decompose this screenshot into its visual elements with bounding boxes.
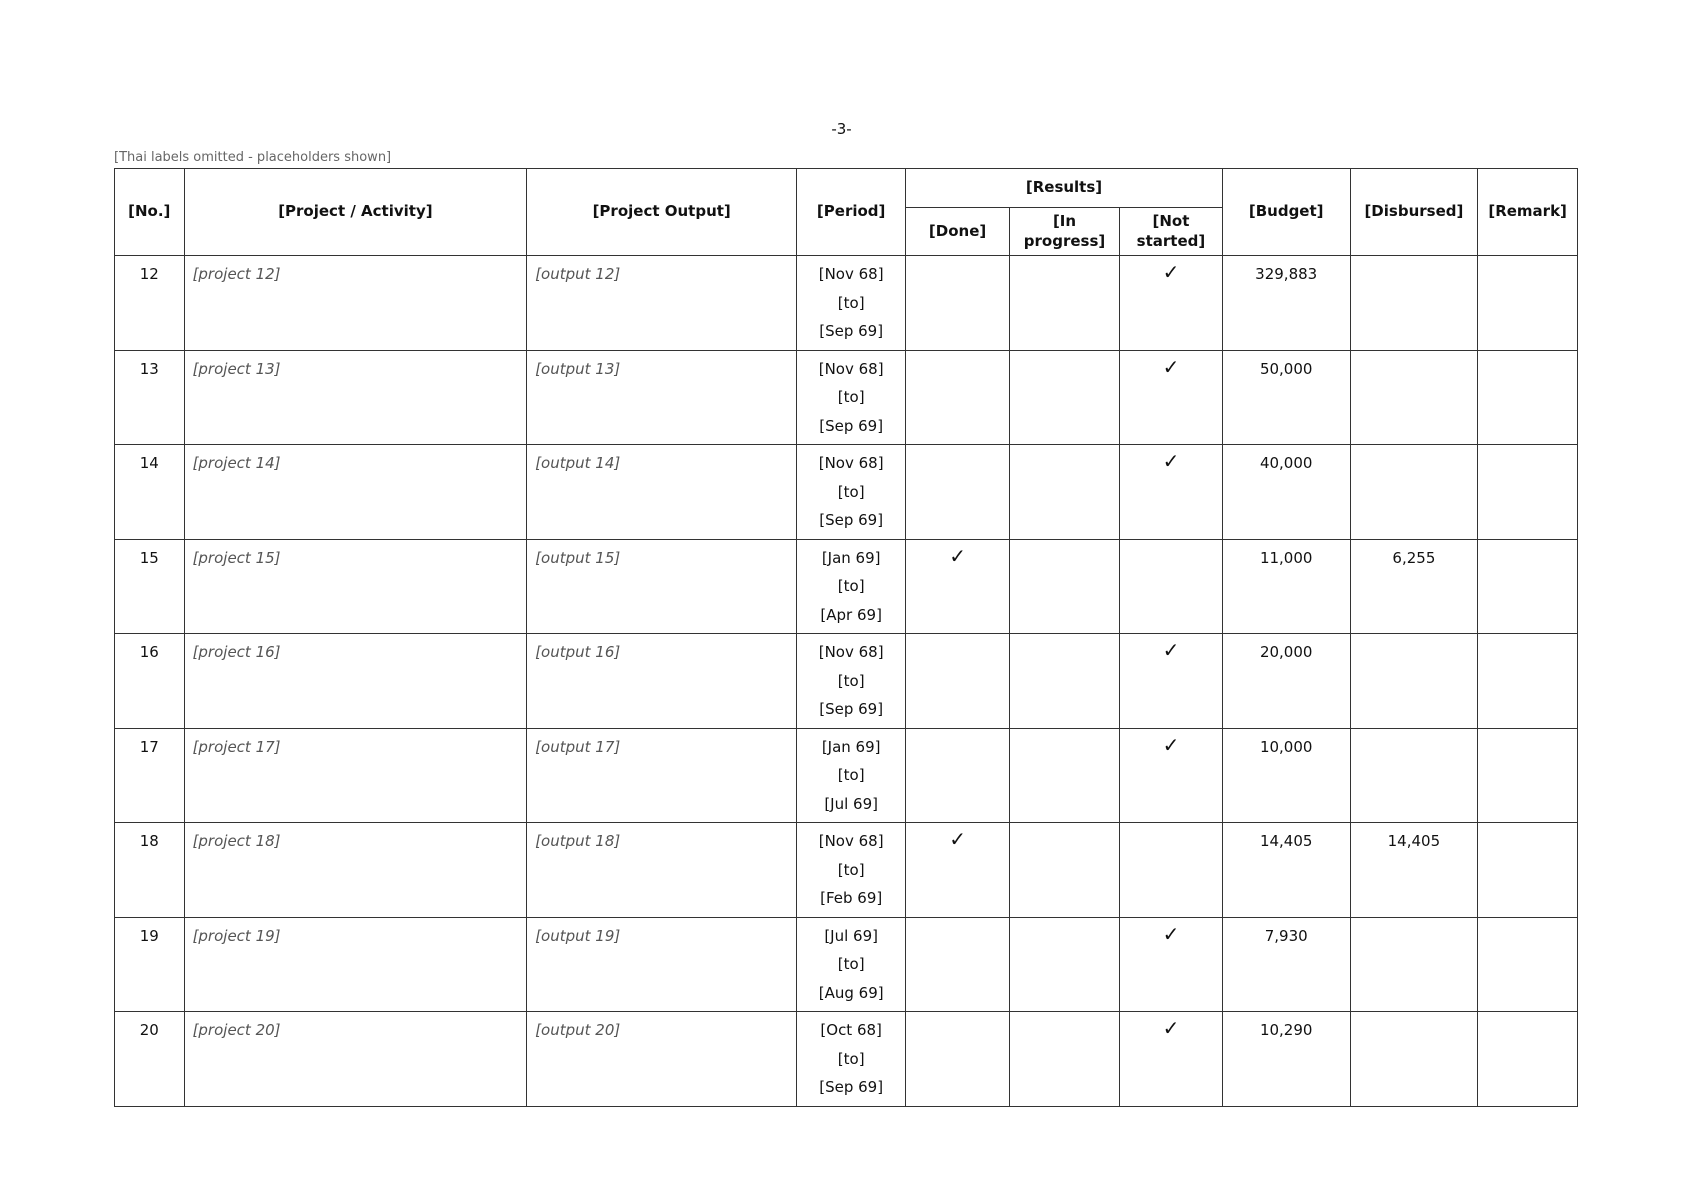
- period-start: [Nov 68]: [818, 265, 884, 283]
- row-status-in-progress: [1010, 350, 1120, 445]
- row-project: [project 12]: [184, 256, 527, 351]
- row-status-in-progress: [1010, 1012, 1120, 1107]
- row-status-not-started: [1120, 917, 1223, 1012]
- period-start: [Jan 69]: [821, 548, 881, 567]
- check-icon: ✓: [949, 827, 966, 851]
- row-status-not-started: [1120, 350, 1223, 445]
- row-remark: [1478, 917, 1578, 1012]
- row-remark: [1478, 823, 1578, 918]
- period-to: [to]: [837, 766, 865, 784]
- period-to: [to]: [837, 577, 865, 595]
- row-status-not-started: [1120, 256, 1223, 351]
- period-start: [Jan 69]: [821, 737, 881, 756]
- period-end: [Feb 69]: [820, 889, 883, 907]
- row-status-done: [906, 634, 1010, 729]
- table-row: [115, 823, 1578, 918]
- row-project: [project 14]: [184, 445, 527, 540]
- row-budget: 329,883: [1222, 256, 1350, 351]
- row-index: 15: [115, 539, 185, 634]
- table-row: [115, 539, 1578, 634]
- table-body: [115, 256, 1578, 1107]
- row-budget: 40,000: [1222, 445, 1350, 540]
- period-to: [to]: [837, 860, 865, 879]
- row-status-in-progress: [1010, 256, 1120, 351]
- row-status-in-progress: [1010, 445, 1120, 540]
- row-index: 14: [115, 445, 185, 540]
- header-not-started: [Not started]: [1120, 208, 1223, 256]
- table-row: [115, 1012, 1578, 1107]
- row-status-done: [906, 728, 1010, 823]
- row-index: 12: [115, 256, 185, 351]
- row-status-not-started: [1120, 823, 1223, 918]
- header-budget: [Budget]: [1222, 169, 1350, 256]
- row-remark: [1478, 634, 1578, 729]
- row-status-in-progress: [1010, 539, 1120, 634]
- table-row: [115, 728, 1578, 823]
- row-index: 18: [115, 823, 185, 918]
- row-project: [project 15]: [184, 539, 527, 634]
- row-budget: 10,000: [1222, 728, 1350, 823]
- row-index: 16: [115, 634, 185, 729]
- period-end: [Jul 69]: [824, 794, 878, 813]
- period-end: [Apr 69]: [820, 605, 882, 624]
- header-remark: [Remark]: [1478, 169, 1578, 256]
- period-end: [Sep 69]: [819, 416, 884, 435]
- row-period: [797, 1012, 906, 1107]
- row-index: 20: [115, 1012, 185, 1107]
- row-status-not-started: [1120, 1012, 1223, 1107]
- header-output: [Project Output]: [527, 169, 797, 256]
- row-output: [output 12]: [527, 256, 797, 351]
- row-output: [output 14]: [527, 445, 797, 540]
- row-status-done: [906, 539, 1010, 634]
- row-budget: 7,930: [1222, 917, 1350, 1012]
- row-status-not-started: [1120, 539, 1223, 634]
- check-icon: ✓: [1162, 260, 1180, 284]
- row-remark: [1478, 539, 1578, 634]
- table-row: [115, 256, 1578, 351]
- row-budget: 50,000: [1222, 350, 1350, 445]
- row-period: [797, 539, 906, 634]
- row-disbursed: 6,255: [1350, 539, 1478, 634]
- row-output: [output 18]: [527, 823, 797, 918]
- row-disbursed: [1350, 728, 1478, 823]
- period-to: [to]: [837, 482, 865, 501]
- period-end: [Sep 69]: [819, 1078, 884, 1096]
- period-start: [Jul 69]: [824, 926, 878, 945]
- row-output: [output 13]: [527, 350, 797, 445]
- row-budget: 20,000: [1222, 634, 1350, 729]
- row-index: 13: [115, 350, 185, 445]
- row-output: [output 19]: [527, 917, 797, 1012]
- period-to: [to]: [837, 1049, 865, 1068]
- row-status-in-progress: [1010, 728, 1120, 823]
- row-project: [project 13]: [184, 350, 527, 445]
- period-start: [Nov 68]: [818, 643, 884, 661]
- row-status-done: [906, 350, 1010, 445]
- row-remark: [1478, 1012, 1578, 1107]
- period-start: [Oct 68]: [820, 1021, 882, 1039]
- row-project: [project 18]: [184, 823, 527, 918]
- period-end: [Sep 69]: [819, 322, 884, 340]
- check-icon: ✓: [1162, 732, 1180, 757]
- row-disbursed: [1350, 445, 1478, 540]
- period-to: [to]: [837, 388, 865, 406]
- header-period: [Period]: [797, 169, 906, 256]
- row-status-done: [906, 823, 1010, 918]
- check-icon: ✓: [1162, 638, 1180, 662]
- row-status-done: [906, 445, 1010, 540]
- header-results: [Results]: [906, 169, 1223, 208]
- header-index: [No.]: [115, 169, 185, 256]
- period-end: [Sep 69]: [819, 511, 884, 529]
- row-project: [project 17]: [184, 728, 527, 823]
- header-in-progress: [In progress]: [1010, 208, 1120, 256]
- row-disbursed: [1350, 1012, 1478, 1107]
- period-end: [Aug 69]: [818, 983, 884, 1002]
- row-status-in-progress: [1010, 917, 1120, 1012]
- row-output: [output 20]: [527, 1012, 797, 1107]
- placeholder-notice: [Thai labels omitted - placeholders shown]: [114, 150, 392, 165]
- row-status-done: [906, 256, 1010, 351]
- period-to: [to]: [837, 955, 865, 973]
- row-period: [797, 917, 906, 1012]
- period-start: [Nov 68]: [818, 832, 884, 850]
- period-to: [to]: [837, 293, 865, 312]
- row-index: 19: [115, 917, 185, 1012]
- header-disbursed: [Disbursed]: [1350, 169, 1478, 256]
- row-status-done: [906, 1012, 1010, 1107]
- row-project: [project 20]: [184, 1012, 527, 1107]
- check-icon: ✓: [1162, 1016, 1180, 1040]
- row-project: [project 16]: [184, 634, 527, 729]
- page-number: -3-: [831, 120, 852, 138]
- table-row: [115, 634, 1578, 729]
- row-budget: 14,405: [1222, 823, 1350, 918]
- row-status-not-started: [1120, 445, 1223, 540]
- table-row: [115, 917, 1578, 1012]
- row-budget: 11,000: [1222, 539, 1350, 634]
- row-period: [797, 445, 906, 540]
- row-output: [output 16]: [527, 634, 797, 729]
- row-remark: [1478, 728, 1578, 823]
- table-row: [115, 350, 1578, 445]
- row-disbursed: [1350, 350, 1478, 445]
- row-status-done: [906, 917, 1010, 1012]
- check-icon: ✓: [949, 543, 966, 568]
- row-remark: [1478, 350, 1578, 445]
- row-output: [output 15]: [527, 539, 797, 634]
- row-index: 17: [115, 728, 185, 823]
- row-budget: 10,290: [1222, 1012, 1350, 1107]
- row-output: [output 17]: [527, 728, 797, 823]
- row-status-in-progress: [1010, 634, 1120, 729]
- row-status-not-started: [1120, 634, 1223, 729]
- row-period: [797, 634, 906, 729]
- row-period: [797, 350, 906, 445]
- row-period: [797, 256, 906, 351]
- row-period: [797, 823, 906, 918]
- check-icon: ✓: [1162, 354, 1180, 379]
- check-icon: ✓: [1162, 449, 1180, 473]
- check-icon: ✓: [1162, 921, 1180, 946]
- period-end: [Sep 69]: [819, 700, 884, 718]
- row-remark: [1478, 445, 1578, 540]
- row-disbursed: 14,405: [1350, 823, 1478, 918]
- row-remark: [1478, 256, 1578, 351]
- row-project: [project 19]: [184, 917, 527, 1012]
- project-table: [114, 168, 1578, 1107]
- period-start: [Nov 68]: [818, 359, 884, 378]
- row-status-in-progress: [1010, 823, 1120, 918]
- row-disbursed: [1350, 634, 1478, 729]
- header-done: [Done]: [906, 208, 1010, 256]
- row-period: [797, 728, 906, 823]
- period-start: [Nov 68]: [818, 454, 884, 472]
- row-disbursed: [1350, 917, 1478, 1012]
- period-to: [to]: [837, 671, 865, 690]
- table-row: [115, 445, 1578, 540]
- row-status-not-started: [1120, 728, 1223, 823]
- row-disbursed: [1350, 256, 1478, 351]
- header-project: [Project / Activity]: [184, 169, 527, 256]
